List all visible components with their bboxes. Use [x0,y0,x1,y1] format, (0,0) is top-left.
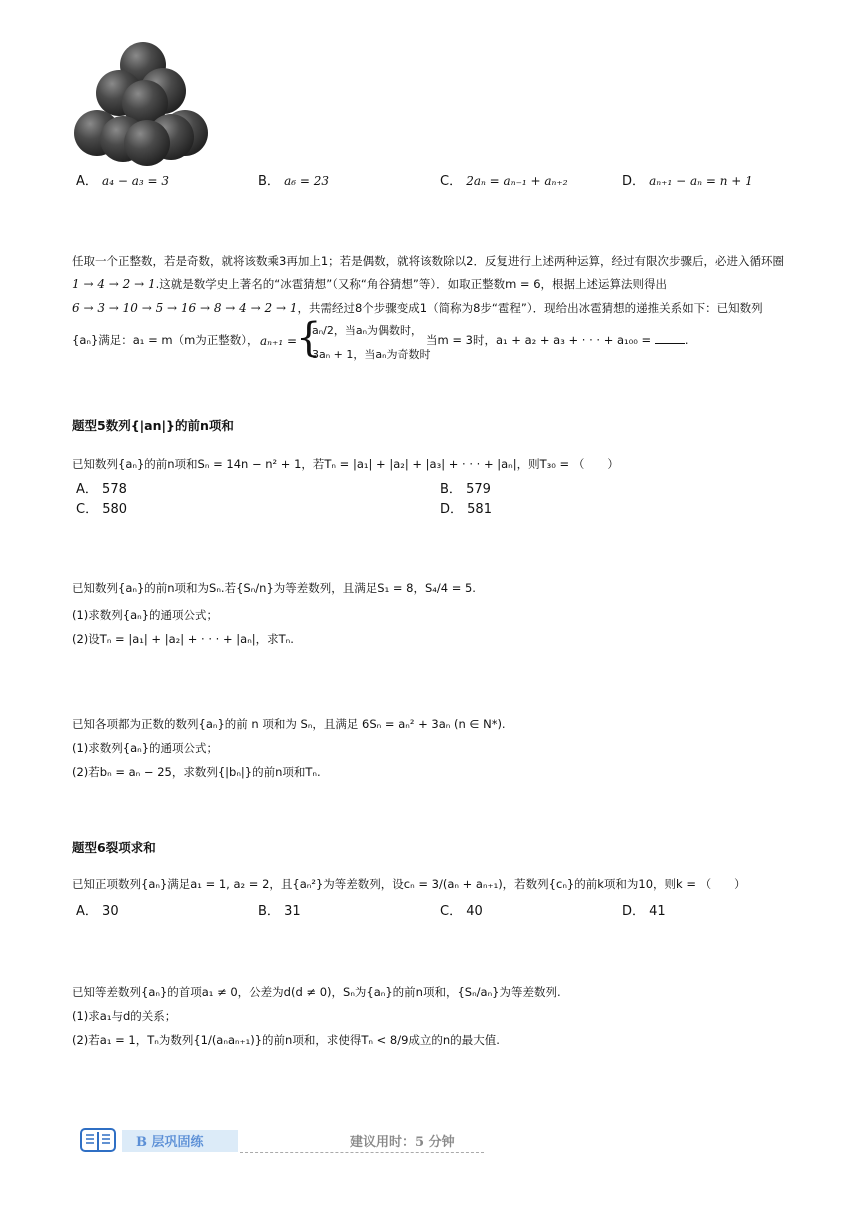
q5c-part-2: (2)若bₙ = aₙ − 25，求数列{|bₙ|}的前n项和Tₙ. [72,765,321,779]
hail-line-4a: {aₙ}满足：a₁ = m（m为正整数）， [72,333,259,347]
q6a-option-b[interactable] [258,900,301,919]
option-letter: C． [440,174,463,189]
q5a-option-c[interactable] [76,498,127,517]
q5c-part-1: (1)求数列{aₙ}的通项公式； [72,741,219,755]
option-value: 579 [466,482,491,497]
q5a-option-d[interactable] [440,498,492,517]
option-letter: D． [622,174,646,189]
section-6-title: 题型6裂项求和 [72,840,156,855]
cycle-expr: 1 → 4 → 2 → 1 [72,277,156,291]
option-value: 41 [649,904,666,919]
ball-pyramid-image [72,40,212,168]
q6b-stem: 已知等差数列{aₙ}的首项a₁ ≠ 0，公差为d(d ≠ 0)，Sₙ为{aₙ}的前n项和，{Sₙ/aₙ}为等差数列. [72,985,561,999]
case-odd: 3aₙ + 1，当aₙ为奇数时 [312,348,431,361]
option-letter: B． [258,174,280,189]
option-value: 578 [102,482,127,497]
hail-text: ，共需经过8个步骤变成1（简称为8步“雹程”）．现给出冰雹猜想的递推关系如下：已知数列 [297,301,763,315]
option-b[interactable] [258,170,329,189]
q5b-part-2: (2)设Tₙ = |a₁| + |a₂| + · · · + |aₙ|，求Tₙ. [72,632,294,646]
left-brace: { [296,315,322,361]
option-expr: 2aₙ = aₙ₋₁ + aₙ₊₂ [466,174,568,188]
section-5-title: 题型5数列{|an|}的前n项和 [72,418,234,433]
option-d[interactable] [622,170,753,189]
q5b-part-1: (1)求数列{aₙ}的通项公式； [72,608,219,622]
q5b-stem: 已知数列{aₙ}的前n项和为Sₙ.若{Sₙ/n}为等差数列，且满足S₁ = 8，S₄/4 = 5. [72,581,476,595]
option-value: 40 [466,904,483,919]
suggested-time: 建议用时：5 分钟 [350,1135,455,1150]
hail-line-2 [72,276,667,292]
option-letter: C． [76,502,99,517]
q5c-stem: 已知各项都为正数的数列{aₙ}的前 n 项和为 Sₙ，且满足 6Sₙ = aₙ² + 3aₙ (n ∈ N*). [72,717,506,731]
q6b-part-1: (1)求a₁与d的关系； [72,1009,177,1023]
option-value: 30 [102,904,119,919]
option-letter: C． [440,904,463,919]
option-letter: B． [258,904,280,919]
option-letter: A． [76,482,98,497]
option-letter: D． [440,502,464,517]
q6a-option-a[interactable] [76,900,119,919]
sum-expr: 当m = 3时，a₁ + a₂ + a₃ + · · · + a₁₀₀ = [426,333,652,347]
ball [124,120,170,166]
q5a-stem: 已知数列{aₙ}的前n项和Sₙ = 14n − n² + 1，若Tₙ = |a₁| + |a₂| + |a₃| + · · · + |aₙ|，则T₃₀ = （ ） [72,457,619,471]
q6a-stem: 已知正项数列{aₙ}满足a₁ = 1, a₂ = 2，且{aₙ²}为等差数列，设cₙ = 3/(aₙ + aₙ₊₁)，若数列{cₙ}的前k项和为10，则k = （ ） [72,877,746,891]
section-b-label: B 层巩固练 [136,1135,204,1150]
option-value: 580 [102,502,128,517]
option-letter: A． [76,904,98,919]
option-expr: a₄ − a₃ = 3 [102,174,169,188]
option-c[interactable] [440,170,568,189]
sequence-expr: 6 → 3 → 10 → 5 → 16 → 8 → 4 → 2 → 1 [72,301,298,315]
hail-line-1: 任取一个正整数，若是奇数，就将该数乘3再加上1；若是偶数，就将该数除以2．反复进行上述两种运算，经过有限次步骤后，必进入循环圈 [72,254,784,268]
divider-line [240,1152,484,1153]
hail-line-4b [426,332,688,348]
option-value: 581 [467,502,492,517]
q5a-option-b[interactable] [440,478,491,497]
q6b-part-2: (2)若a₁ = 1，Tₙ为数列{1/(aₙaₙ₊₁)}的前n项和，求使得Tₙ < 8/9成立的n的最大值. [72,1033,500,1047]
q5a-option-a[interactable] [76,478,127,497]
recurrence-lhs: aₙ₊₁ = [260,334,298,348]
period: . [684,333,689,347]
option-expr: aₙ₊₁ − aₙ = n + 1 [649,174,753,188]
option-letter: B． [440,482,462,497]
case-even: aₙ/2，当aₙ为偶数时， [312,324,422,337]
answer-blank[interactable] [655,333,685,344]
q6a-option-d[interactable] [622,900,666,919]
option-expr: a₆ = 23 [284,174,329,188]
book-icon [80,1126,116,1157]
option-value: 31 [284,904,301,919]
option-letter: D． [622,904,646,919]
option-a[interactable] [76,170,169,189]
option-letter: A． [76,174,98,189]
q6a-option-c[interactable] [440,900,483,919]
hail-text: .这就是数学史上著名的“冰雹猜想”（又称“角谷猜想”等）．如取正整数m = 6，根据上述运算法则得出 [155,277,668,291]
hail-line-3 [72,300,763,316]
